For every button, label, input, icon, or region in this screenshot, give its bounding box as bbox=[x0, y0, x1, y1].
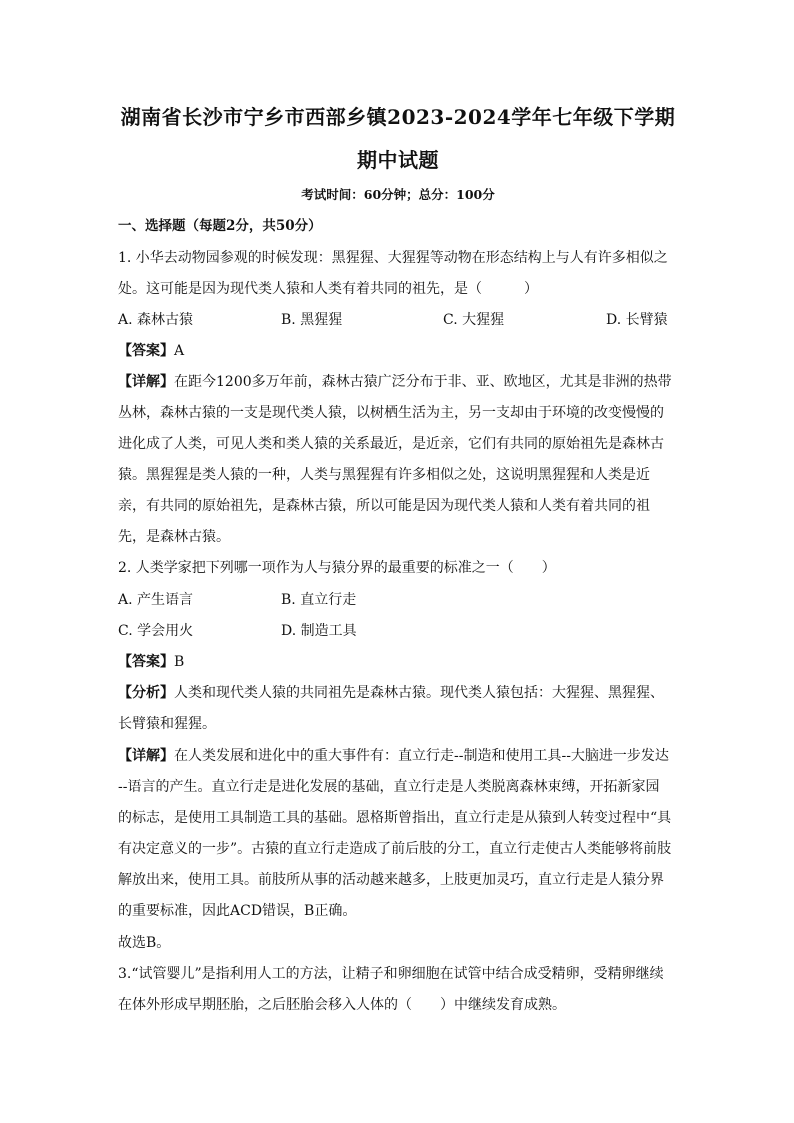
q2-analysis-line1 bbox=[118, 683, 678, 703]
section-heading: 一、选择题（每题2分，共50分） bbox=[118, 218, 322, 234]
q2-option-c: C. 学会用火 bbox=[118, 623, 194, 639]
q1-detail-text1: 在距今1200多万年前，森林古猿广泛分布于非、亚、欧地区，尤其是非洲的热带 bbox=[174, 374, 672, 390]
q1-detail-line3: 进化成了人类，可见人类和类人猿的关系最近，是近亲，它们有共同的原始祖先是森林古 bbox=[118, 436, 664, 452]
q1-option-b: B. 黑猩猩 bbox=[281, 312, 343, 328]
q1-detail-line6: 先，是森林古猿。 bbox=[118, 529, 230, 545]
q1-option-a: A. 森林古猿 bbox=[118, 312, 194, 328]
q1-answer bbox=[118, 341, 678, 361]
q2-option-d: D. 制造工具 bbox=[281, 623, 357, 639]
q2-analysis-line2: 长臂猿和猩猩。 bbox=[118, 716, 216, 732]
q2-detail-line4: 有决定意义的一步”。古猿的直立行走造成了前后肢的分工，直立行走使古人类能够将前肢 bbox=[118, 841, 672, 857]
q3-stem-line2: 在体外形成早期胚胎，之后胚胎会移入人体的（ ）中继续发育成熟。 bbox=[118, 997, 566, 1013]
q2-detail-line3: 的标志，是使用工具制造工具的基础。恩格斯曾指出，直立行走是从猿到人转变过程中“具 bbox=[118, 810, 672, 826]
q2-answer-value: B bbox=[174, 654, 185, 670]
q1-detail-label: 【详解】 bbox=[118, 374, 174, 390]
q1-stem-line1: 1. 小华去动物园参观的时候发现：黑猩猩、大猩猩等动物在形态结构上与人有许多相似之 bbox=[118, 250, 668, 266]
q1-detail-line2: 丛林，森林古猿的一支是现代类人猿，以树栖生活为主，另一支却由于环境的改变慢慢的 bbox=[118, 405, 664, 421]
document-title-line2: 期中试题 bbox=[357, 148, 439, 172]
q2-analysis-label: 【分析】 bbox=[118, 685, 174, 701]
q2-analysis-text1: 人类和现代类人猿的共同祖先是森林古猿。现代类人猿包括：大猩猩、黑猩猩、 bbox=[174, 685, 664, 701]
q1-detail-line4: 猿。黑猩猩是类人猿的一种，人类与黑猩猩有许多相似之处，这说明黑猩猩和人类是近 bbox=[118, 467, 650, 483]
q2-answer bbox=[118, 652, 678, 672]
q2-detail-line5: 解放出来，使用工具。前肢所从事的活动越来越多，上肢更加灵巧，直立行走是人猿分界 bbox=[118, 872, 664, 888]
q2-conclusion: 故选B。 bbox=[118, 935, 171, 951]
q1-answer-value: A bbox=[174, 343, 185, 359]
q1-stem-line2: 处。这可能是因为现代类人猿和人类有着共同的祖先，是（ ） bbox=[118, 281, 538, 297]
q2-stem: 2. 人类学家把下列哪一项作为人与猿分界的最重要的标准之一（ ） bbox=[118, 560, 556, 576]
q1-answer-label: 【答案】 bbox=[118, 343, 174, 359]
exam-meta: 考试时间：60分钟；总分：100分 bbox=[301, 187, 495, 202]
q2-option-b: B. 直立行走 bbox=[281, 592, 357, 608]
q2-detail-text1: 在人类发展和进化中的重大事件有：直立行走--制造和使用工具--大脑进一步发达 bbox=[174, 748, 669, 764]
document-title-line1: 湖南省长沙市宁乡市西部乡镇2023-2024学年七年级下学期 bbox=[120, 105, 676, 129]
q1-option-d: D. 长臂猿 bbox=[606, 312, 668, 328]
q3-stem-line1: 3.“试管婴儿”是指利用人工的方法，让精子和卵细胞在试管中结合成受精卵，受精卵继续 bbox=[118, 966, 664, 982]
q2-detail-line6: 的重要标准，因此ACD错误，B正确。 bbox=[118, 903, 357, 919]
q2-detail-line1 bbox=[118, 746, 678, 766]
q2-detail-label: 【详解】 bbox=[118, 748, 174, 764]
q1-detail-line1 bbox=[118, 372, 678, 392]
q2-answer-label: 【答案】 bbox=[118, 654, 174, 670]
q1-option-c: C. 大猩猩 bbox=[443, 312, 505, 328]
q1-detail-line5: 亲，有共同的原始祖先，是森林古猿，所以可能是因为现代类人猿和人类有着共同的祖 bbox=[118, 498, 650, 514]
q2-option-a: A. 产生语言 bbox=[118, 592, 194, 608]
q2-detail-line2: --语言的产生。直立行走是进化发展的基础，直立行走是人类脱离森林束缚，开拓新家园 bbox=[118, 779, 660, 795]
